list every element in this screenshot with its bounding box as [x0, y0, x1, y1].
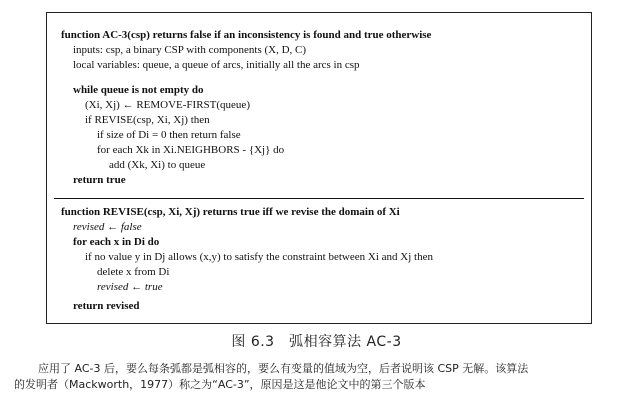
ac3-add-queue-line: add (Xk, Xi) to queue [109, 159, 206, 171]
ac3-size-check-line: if size of Di = 0 then return false [97, 129, 241, 141]
paragraph-line-1: 应用了 AC-3 后，要么每条弧都是弧相容的，要么有变量的值域为空，后者说明该 CSP 无解。该算法 [38, 362, 529, 375]
revise-for-line: for each x in Di do [73, 236, 160, 248]
figure-caption: 图 6.3 弧相容算法 AC-3 [231, 334, 402, 350]
ac3-local-variables-line: local variables: queue, a queue of arcs, initially all the arcs in csp [73, 59, 360, 71]
paragraph-line-2: 的发明者（Mackworth，1977）称之为“AC-3”，原因是这是他论文中的第三个版本 [14, 378, 426, 391]
ac3-while-line: while queue is not empty do [73, 84, 204, 96]
revise-delete-line: delete x from Di [97, 266, 170, 278]
revise-init-line: revised ← false [73, 221, 142, 233]
algorithm-box [46, 12, 592, 324]
ac3-return-line: return true [73, 174, 126, 186]
ac3-header-line: function AC-3(csp) returns false if an inconsistency is found and true otherwise [61, 29, 432, 41]
revise-if-line: if no value y in Dj allows (x,y) to satisfy the constraint between Xi and Xj then [85, 251, 433, 263]
revise-header-line: function REVISE(csp, Xi, Xj) returns true iff we revise the domain of Xi [61, 206, 400, 218]
ac3-inputs-line: inputs: csp, a binary CSP with components (X, D, C) [73, 44, 307, 56]
ac3-for-neighbors-line: for each Xk in Xi.NEIGHBORS - {Xj} do [97, 144, 285, 156]
revise-return-line: return revised [73, 300, 140, 312]
ac3-remove-first-line: (Xi, Xj) ← REMOVE-FIRST(queue) [85, 99, 250, 111]
ac3-if-revise-line: if REVISE(csp, Xi, Xj) then [85, 114, 210, 126]
section-divider [54, 198, 584, 199]
revise-set-true-line: revised ← true [97, 281, 163, 293]
